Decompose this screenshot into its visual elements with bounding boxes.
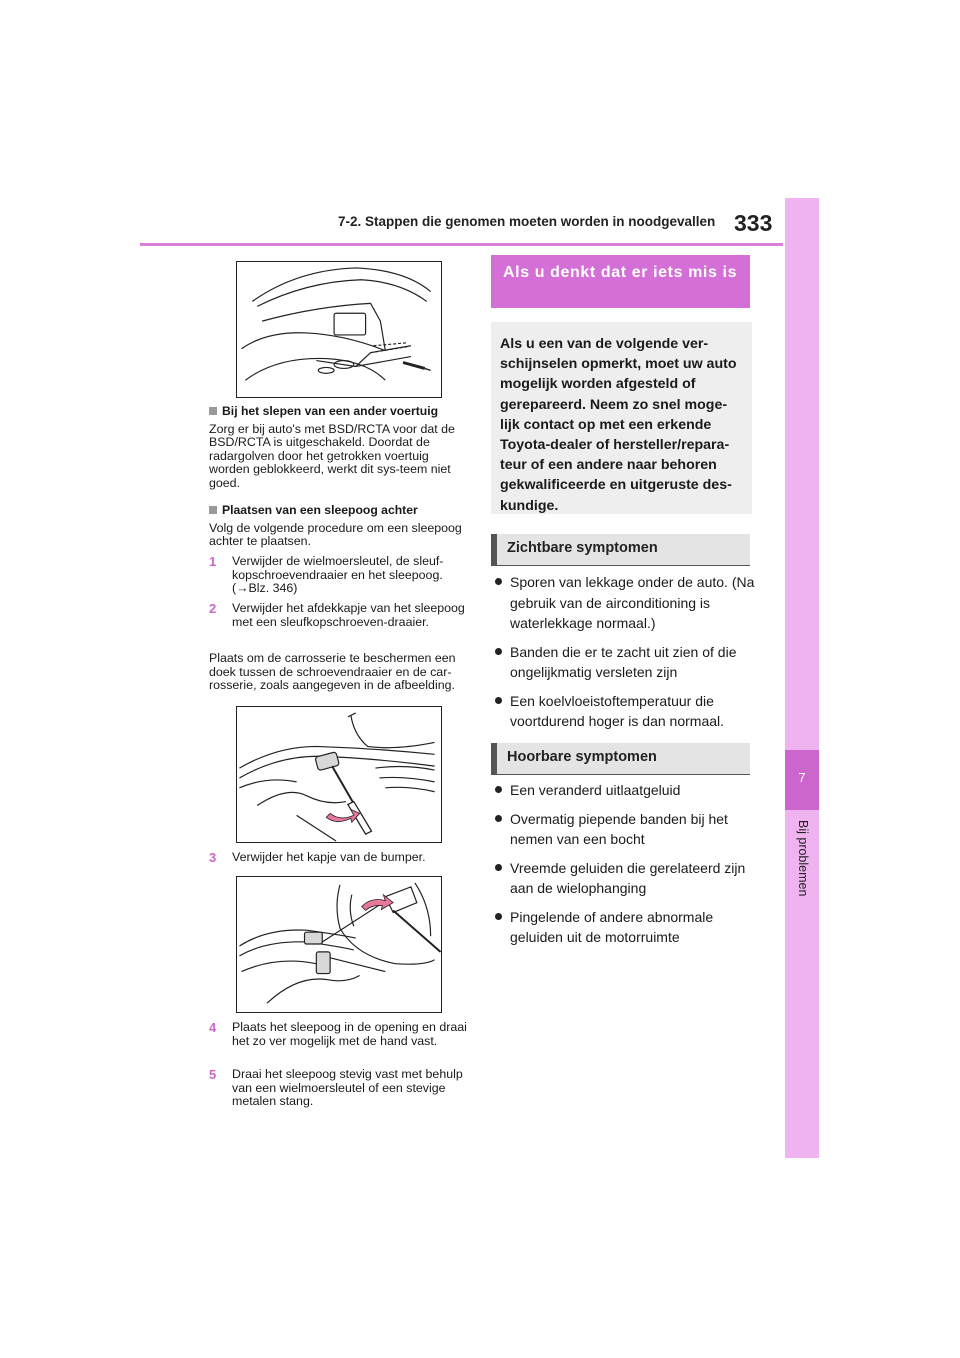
step-number: 1 xyxy=(209,554,217,569)
banner-title: Als u denkt dat er iets mis is xyxy=(503,264,738,281)
list-item: Overmatig piepende banden bij het nemen van een bocht xyxy=(493,809,758,850)
chapter-label-text: Bij problemen xyxy=(796,820,810,897)
install-heading: Plaatsen van een sleepoog achter xyxy=(209,504,467,518)
install-intro: Volg de volgende procedure om een sleepoog achter te plaatsen. xyxy=(209,520,462,549)
step-text: Draai het sleepoog stevig vast met behulp van een wielmoersleutel of een stevige metalen stang. xyxy=(232,1067,463,1109)
intro-box xyxy=(491,322,752,514)
bumper-cap-drawing xyxy=(237,877,441,1012)
chapter-label xyxy=(784,820,820,910)
square-bullet-icon xyxy=(209,506,217,514)
visible-symptoms-list xyxy=(493,572,758,740)
step-number: 5 xyxy=(209,1067,217,1082)
step-text: Plaats het sleepoog in de opening en draai het zo ver mogelijk met de hand vast. xyxy=(232,1020,467,1048)
intro-text: Als u een van de volgende ver-schijnselen opmerkt, moet uw auto mogelijk worden afgesteld of gerepareerd. Neem zo snel moge-lijk contact op met een erkende Toyota-dealer of hersteller/repara-teur of een andere naar behoren gekwalificeerde en uitgeruste des-kundige. xyxy=(500,336,737,514)
step-text: Verwijder de wielmoersleutel, de sleuf-kopschroevendraaier en het sleepoog. (→Blz. 346) xyxy=(232,554,444,596)
step-text: Verwijder het kapje van de bumper. xyxy=(232,850,426,864)
step-number: 3 xyxy=(209,850,217,865)
audible-symptoms-list xyxy=(493,780,758,956)
list-item: Vreemde geluiden die gerelateerd zijn aan de wielophanging xyxy=(493,858,758,899)
list-item: Sporen van lekkage onder de auto. (Na gebruik van de airconditioning is waterlekkage normaal.) xyxy=(493,572,758,634)
step-4 xyxy=(209,1021,469,1048)
chapter-number: 7 xyxy=(798,770,806,785)
cloth-note: Plaats om de carrosserie te beschermen een doek tussen de schroevendraaier en de car-rosserie, zoals aangegeven in de afbeelding. xyxy=(209,651,456,693)
install-section xyxy=(209,504,467,549)
screwdriver-drawing xyxy=(237,707,441,842)
list-item: Een koelvloeistoftemperatuur die voortdurend hoger is dan normaal. xyxy=(493,691,758,732)
list-item: Banden die er te zacht uit zien of die ongelijkmatig versleten zijn xyxy=(493,642,758,683)
towing-text: Zorg er bij auto's met BSD/RCTA voor dat de BSD/RCTA is uitgeschakeld. Doordat de radargolven door het getrokken voertuig worden geblokkeerd, werkt dit sys-teem niet goed. xyxy=(209,421,455,490)
bumper-cap-illustration xyxy=(236,876,442,1013)
rear-car-illustration xyxy=(236,261,442,398)
visible-heading-text: Zichtbare symptomen xyxy=(507,540,658,556)
towing-section xyxy=(209,405,467,491)
step-text: Verwijder het afdekkapje van het sleepoog met een sleufkopschroeven-draaier. xyxy=(232,601,465,629)
header-rule xyxy=(140,243,783,246)
visible-symptoms-heading xyxy=(491,534,750,566)
step-number: 4 xyxy=(209,1020,217,1035)
audible-heading-text: Hoorbare symptomen xyxy=(507,749,657,765)
rear-car-drawing xyxy=(237,262,441,397)
step-number: 2 xyxy=(209,601,217,616)
step-1 xyxy=(209,555,469,596)
step-3 xyxy=(209,851,469,865)
step-2 xyxy=(209,602,469,629)
square-bullet-icon xyxy=(209,407,217,415)
section-banner xyxy=(491,255,750,308)
page-number: 333 xyxy=(734,210,773,236)
list-item: Een veranderd uitlaatgeluid xyxy=(493,780,758,801)
audible-symptoms-heading xyxy=(491,743,750,775)
step-5 xyxy=(209,1068,469,1109)
towing-heading: Bij het slepen van een ander voertuig xyxy=(209,405,467,419)
screwdriver-illustration xyxy=(236,706,442,843)
chapter-side-tab xyxy=(785,198,819,1158)
list-item: Pingelende of andere abnormale geluiden uit de motorruimte xyxy=(493,907,758,948)
section-title: 7-2. Stappen die genomen moeten worden in noodgevallen xyxy=(338,214,716,229)
